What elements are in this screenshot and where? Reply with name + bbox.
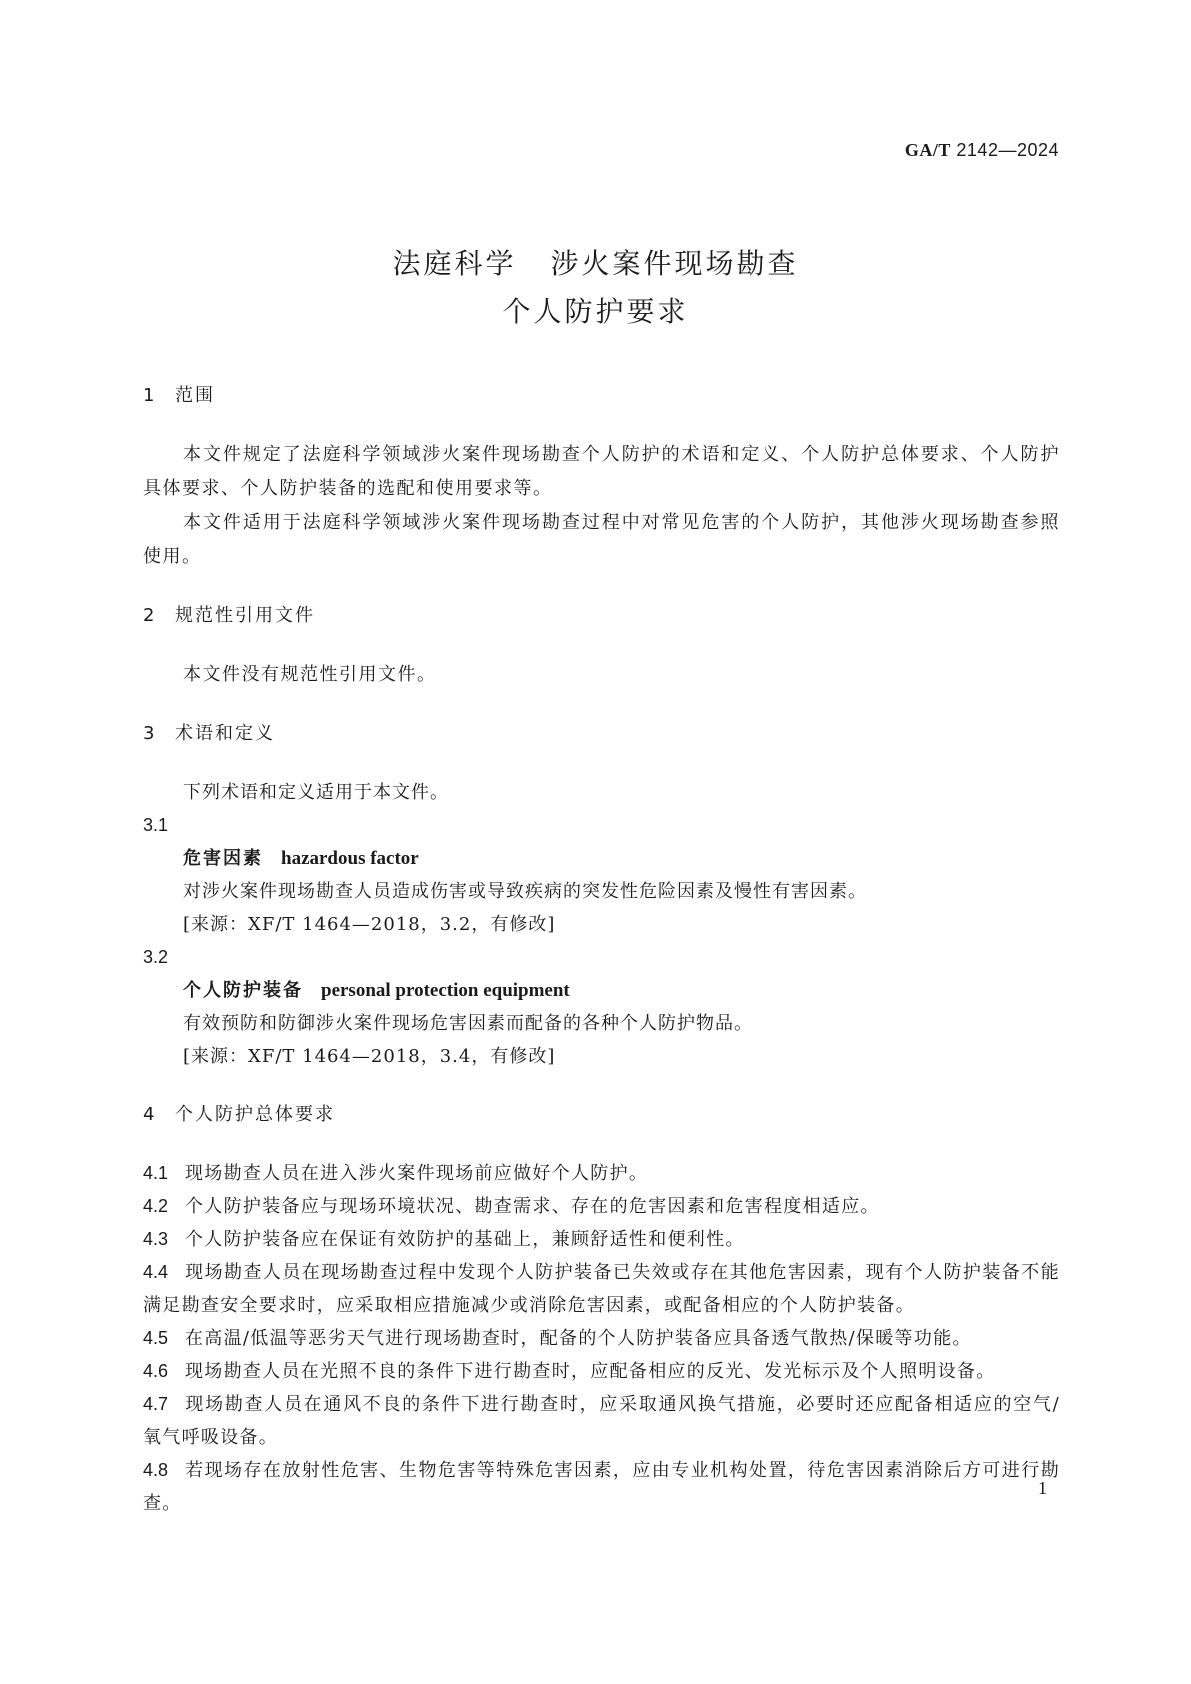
section-heading-4: 4 个人防护总体要求 [143, 1104, 335, 1125]
term-definition: 对涉火案件现场勘查人员造成伤害或导致疾病的突发性危险因素及慢性有害因素。 [183, 881, 867, 902]
standard-prefix: GA/T [904, 140, 951, 160]
title-line-2: 个人防护要求 [502, 295, 689, 328]
document-title [0, 240, 1191, 336]
term-zh: 危害因素 [183, 848, 263, 869]
term-en: personal protection equipment [321, 980, 570, 1001]
term-definition: 有效预防和防御涉火案件现场危害因素而配备的各种个人防护物品。 [183, 1013, 753, 1034]
page-number: 1 [1038, 1478, 1047, 1498]
term-entry [143, 974, 1060, 1007]
standard-code: 2142—2024 [956, 140, 1059, 160]
term-en: hazardous factor [281, 848, 419, 869]
requirement-item: 4.3 个人防护装备应在保证有效防护的基础上，兼顾舒适性和便利性。 [143, 1229, 745, 1250]
term-number: 3.1 [143, 815, 169, 835]
requirement-item: 4.6 现场勘查人员在光照不良的条件下进行勘查时，应配备相应的反光、发光标示及个人照明设备。 [143, 1361, 996, 1382]
term-source: [来源：XF/T 1464—2018，3.4，有修改] [183, 1046, 556, 1067]
term-entry [143, 842, 1060, 875]
requirement-item: 4.4 现场勘查人员在现场勘查过程中发现个人防护装备已失效或存在其他危害因素，现有个人防护装备不能满足勘查安全要求时，应采取相应措施减少或消除危害因素，或配备相应的个人防护装备。 [143, 1262, 1060, 1316]
requirement-item: 4.2 个人防护装备应与现场环境状况、勘查需求、存在的危害因素和危害程度相适应。 [143, 1196, 880, 1217]
standard-number [905, 140, 1059, 161]
document-body [143, 380, 1060, 1520]
title-line-1 [0, 240, 1191, 288]
requirement-item: 4.5 在高温/低温等恶劣天气进行现场勘查时，配备的个人防护装备应具备透气散热/保暖等功能。 [143, 1328, 972, 1349]
requirement-item: 4.1 现场勘查人员在进入涉火案件现场前应做好个人防护。 [143, 1163, 649, 1184]
requirement-item: 4.7 现场勘查人员在通风不良的条件下进行勘查时，应采取通风换气措施，必要时还应配备相适应的空气/氧气呼吸设备。 [143, 1394, 1060, 1448]
title-part-1: 法庭科学 [392, 247, 517, 280]
paragraph: 本文件没有规范性引用文件。 [183, 664, 437, 685]
requirement-item: 4.8 若现场存在放射性危害、生物危害等特殊危害因素，应由专业机构处置，待危害因素消除后方可进行勘查。 [143, 1460, 1060, 1514]
term-source: [来源：XF/T 1464—2018，3.2，有修改] [183, 914, 556, 935]
term-zh: 个人防护装备 [183, 980, 303, 1001]
paragraph: 本文件适用于法庭科学领域涉火案件现场勘查过程中对常见危害的个人防护，其他涉火现场勘查参照使用。 [143, 512, 1060, 567]
section-heading-1: 1 范围 [143, 385, 215, 406]
term-number: 3.2 [143, 947, 169, 967]
title-part-2: 涉火案件现场勘查 [550, 247, 799, 280]
terms-intro: 下列术语和定义适用于本文件。 [183, 782, 449, 803]
paragraph: 本文件规定了法庭科学领域涉火案件现场勘查个人防护的术语和定义、个人防护总体要求、个人防护具体要求、个人防护装备的选配和使用要求等。 [143, 444, 1060, 499]
section-heading-2: 2 规范性引用文件 [143, 605, 315, 626]
section-heading-3: 3 术语和定义 [143, 723, 275, 744]
